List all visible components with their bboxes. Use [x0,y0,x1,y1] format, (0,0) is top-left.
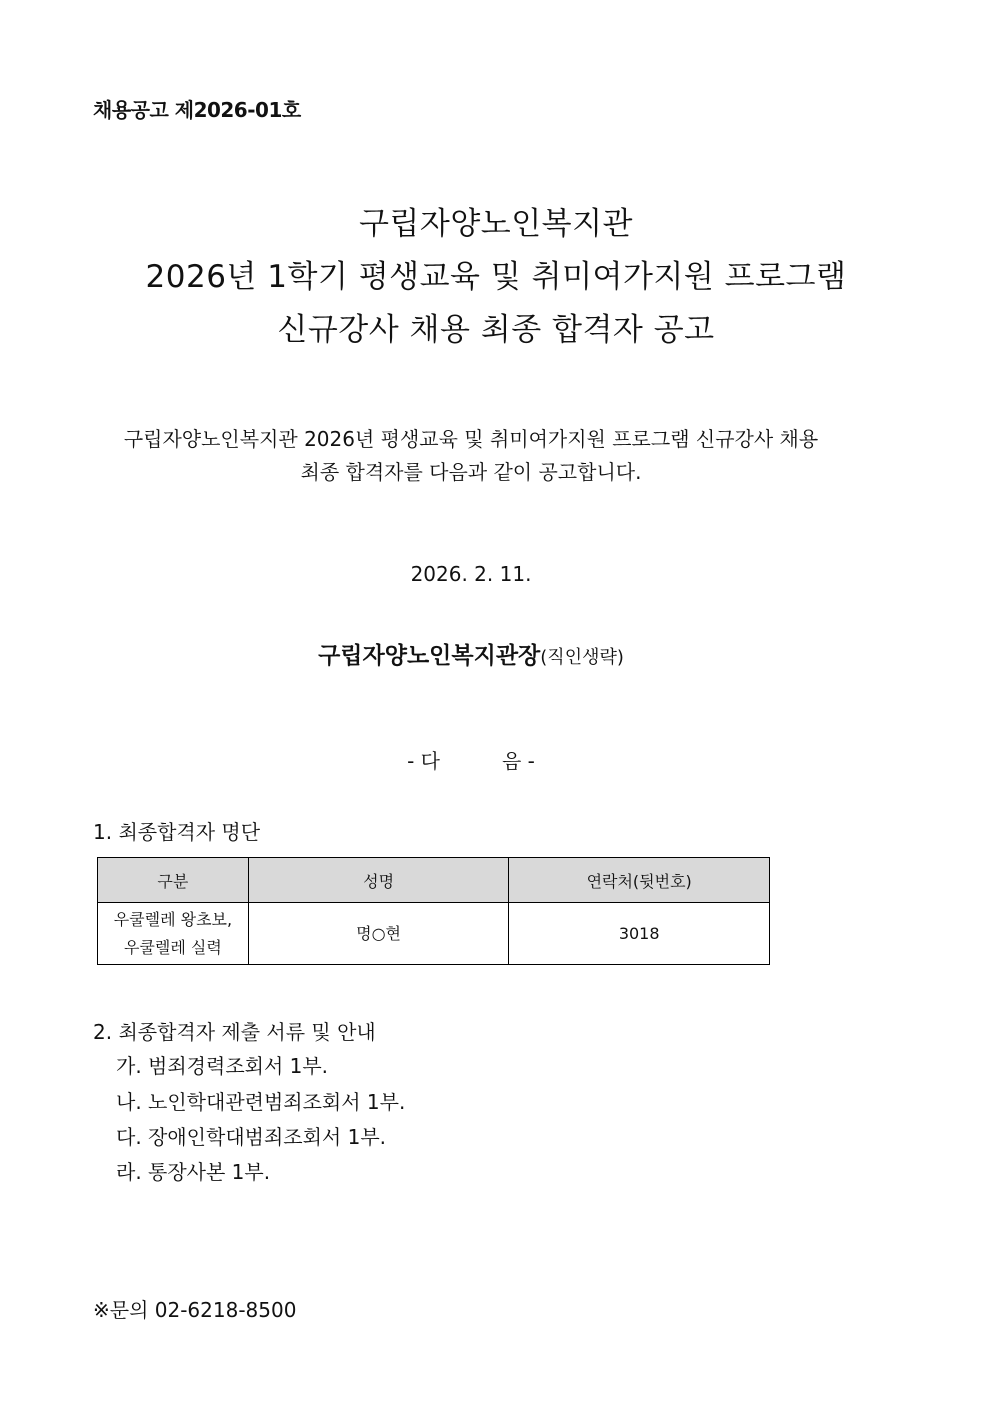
intro-paragraph [0,423,942,489]
header-name: 성명 [248,858,509,903]
header-category: 구분 [98,858,249,903]
announcement-date: 2026. 2. 11. [410,562,532,586]
intro-line-2: 최종 합격자를 다음과 같이 공고합니다. [300,460,642,484]
signer-seal-note: (직인생략) [540,647,624,668]
details-heading-left: - 다 [407,749,440,773]
signer [0,637,942,670]
title-line-announcement: 신규강사 채용 최종 합격자 공고 [277,312,715,348]
section-2-title: 2. 최종합격자 제출 서류 및 안내 [93,1020,376,1044]
finalist-table [97,857,770,965]
list-item: 라. 통장사본 1부. [116,1160,271,1184]
details-heading [0,745,942,774]
cell-name: 명○현 [248,903,509,965]
category-line-1: 우쿨렐레 왕초보, [113,909,233,929]
cell-contact: 3018 [509,903,770,965]
list-item: 다. 장애인학대범죄조회서 1부. [116,1125,386,1149]
cell-category [98,903,249,965]
title-line-program: 2026년 1학기 평생교육 및 취미여가지원 프로그램 [145,259,847,295]
list-item: 나. 노인학대관련범죄조회서 1부. [116,1090,406,1114]
list-item: 가. 범죄경력조회서 1부. [116,1054,329,1078]
table-header-row [98,858,770,903]
notice-number: 채용공고 제2026-01호 [93,98,301,122]
signer-name: 구립자양노인복지관장 [318,643,541,669]
intro-line-1: 구립자양노인복지관 2026년 평생교육 및 취미여가지원 프로그램 신규강사 채용 [123,427,819,451]
table-row [98,903,770,965]
category-line-2: 우쿨렐레 실력 [123,937,222,957]
section-1-title: 1. 최종합격자 명단 [93,820,261,844]
details-heading-right: 음 - [502,749,535,773]
contact-info: ※문의 02-6218-8500 [93,1298,297,1322]
document-title [0,198,992,357]
header-contact: 연락처(뒷번호) [509,858,770,903]
title-line-organization: 구립자양노인복지관 [358,206,633,242]
